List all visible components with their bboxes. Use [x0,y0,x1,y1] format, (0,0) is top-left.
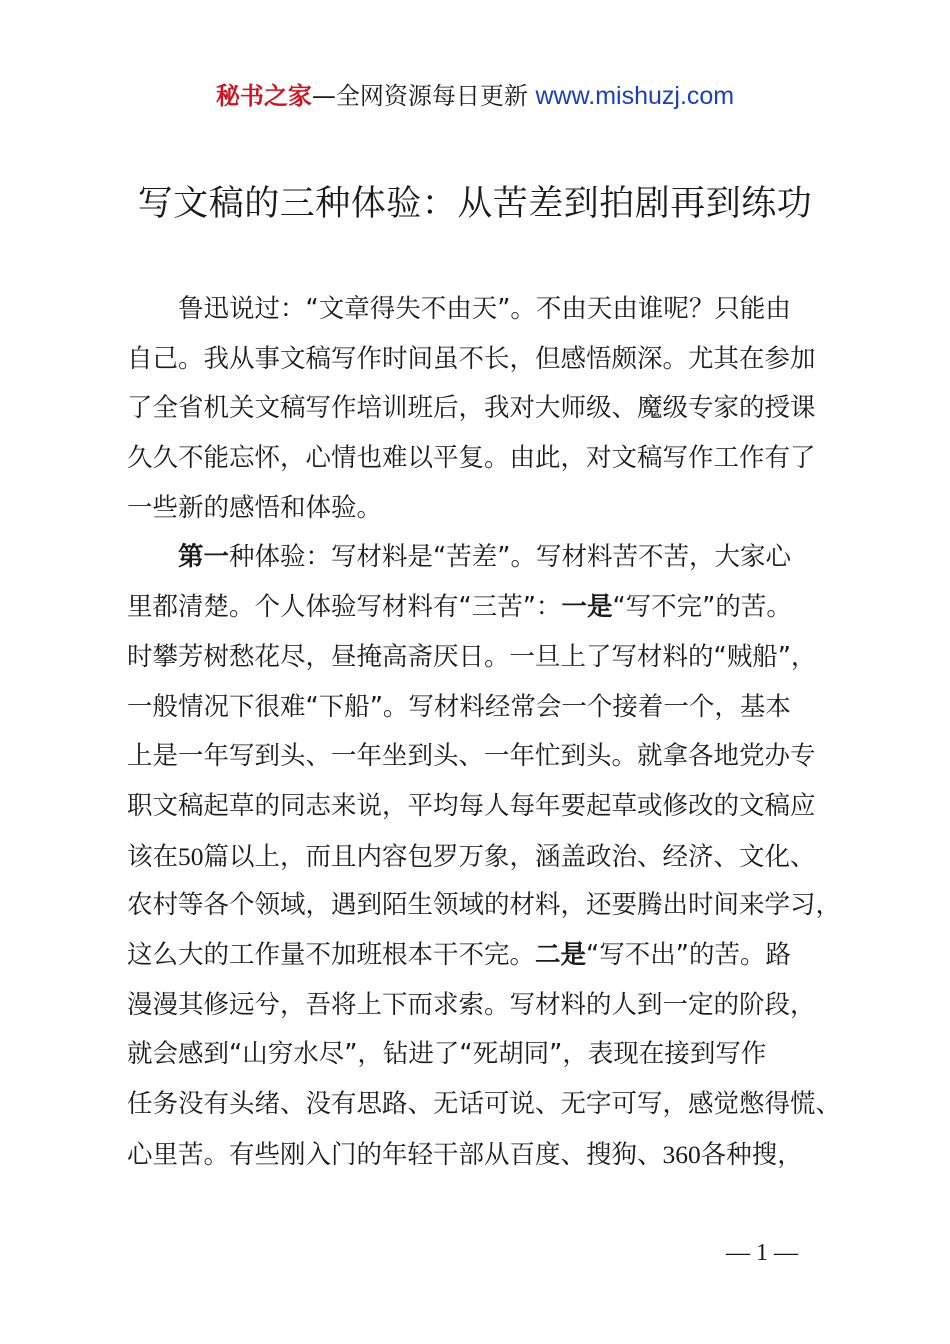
text-segment: 农村等各个领域，遇到陌生领域的材料，还要腾出时间来学习， [127,890,842,921]
text-segment: 一些新的感悟和体验。 [127,492,383,523]
text-segment: 漫漫其修远兮，吾将上下而求索。写材料的人到一定的阶段， [127,989,816,1020]
text-segment: 上是一年写到头、一年坐到头、一年忙到头。就拿各地党办专 [127,741,816,772]
text-segment: 里都清楚。个人体验写材料有“三苦”： [127,592,562,623]
text-segment: 360 [662,1139,701,1169]
text-line [127,583,859,633]
text-segment: 各种搜， [700,1139,803,1170]
text-line [127,484,859,534]
text-segment: 50 [178,841,204,871]
site-header [0,80,950,112]
text-line [127,335,859,385]
text-segment: 职文稿起草的同志来说，平均每人每年要起草或修改的文稿应 [127,790,816,821]
page-number: — 1 — [726,1240,798,1266]
text-segment: 就会感到“山穷水尽”，钻进了“死胡同”，表现在接到写作 [127,1039,767,1070]
text-segment: 该在 [127,841,179,872]
text-line [127,285,859,335]
bold-text-segment: 二是 [535,939,587,970]
text-segment: “写不完”的苦。 [612,592,792,623]
text-line [127,732,859,782]
text-segment: 篇以上，而且内容包罗万象，涵盖政治、经济、文化、 [203,841,816,872]
text-line [127,881,859,931]
text-segment: 一般情况下很难“下船”。写材料经常会一个接着一个，基本 [127,691,791,722]
text-line [127,384,859,434]
site-tagline: —全网资源每日更新 [311,82,536,110]
text-line [127,683,859,733]
text-line [127,434,859,484]
document-body [127,285,859,1179]
text-segment: 时攀芳树愁花尽，昼掩高斋厌日。一旦上了写材料的“贼船”， [127,641,817,672]
text-segment: 自己。我从事文稿写作时间虽不长，但感悟颇深。尤其在参加 [127,343,816,374]
text-segment: “写不出”的苦。路 [586,939,791,970]
text-line [127,633,859,683]
text-segment: 了全省机关文稿写作培训班后，我对大师级、魔级专家的授课 [127,393,816,424]
text-line [127,1080,859,1130]
bold-text-segment: 一是 [561,592,613,623]
text-line [127,782,859,832]
site-url-link[interactable]: www.mishuzj.com [535,82,735,110]
bold-text-segment: 第一 [178,542,230,573]
text-segment: 心里苦。有些刚入门的年轻干部从百度、搜狗、 [127,1139,663,1170]
text-segment: 鲁迅说过：“文章得失不由天”。不由天由谁呢？只能由 [178,294,791,324]
site-brand: 秘书之家 [215,82,312,110]
text-line [127,1130,859,1180]
page-title: 写文稿的三种体验：从苦差到拍剧再到练功 [137,184,813,224]
text-line [127,931,859,981]
text-segment: 任务没有头绪、没有思路、无话可说、无字可写，感觉憋得慌、 [127,1089,842,1119]
text-line [127,533,859,583]
text-segment: 这么大的工作量不加班根本干不完。 [127,939,536,970]
text-line [127,1030,859,1080]
text-line [127,832,859,882]
text-segment: 久久不能忘怀，心情也难以平复。由此，对文稿写作工作有了 [127,443,816,474]
text-line [127,981,859,1031]
text-segment: 种体验：写材料是“苦差”。写材料苦不苦，大家心 [229,542,791,573]
